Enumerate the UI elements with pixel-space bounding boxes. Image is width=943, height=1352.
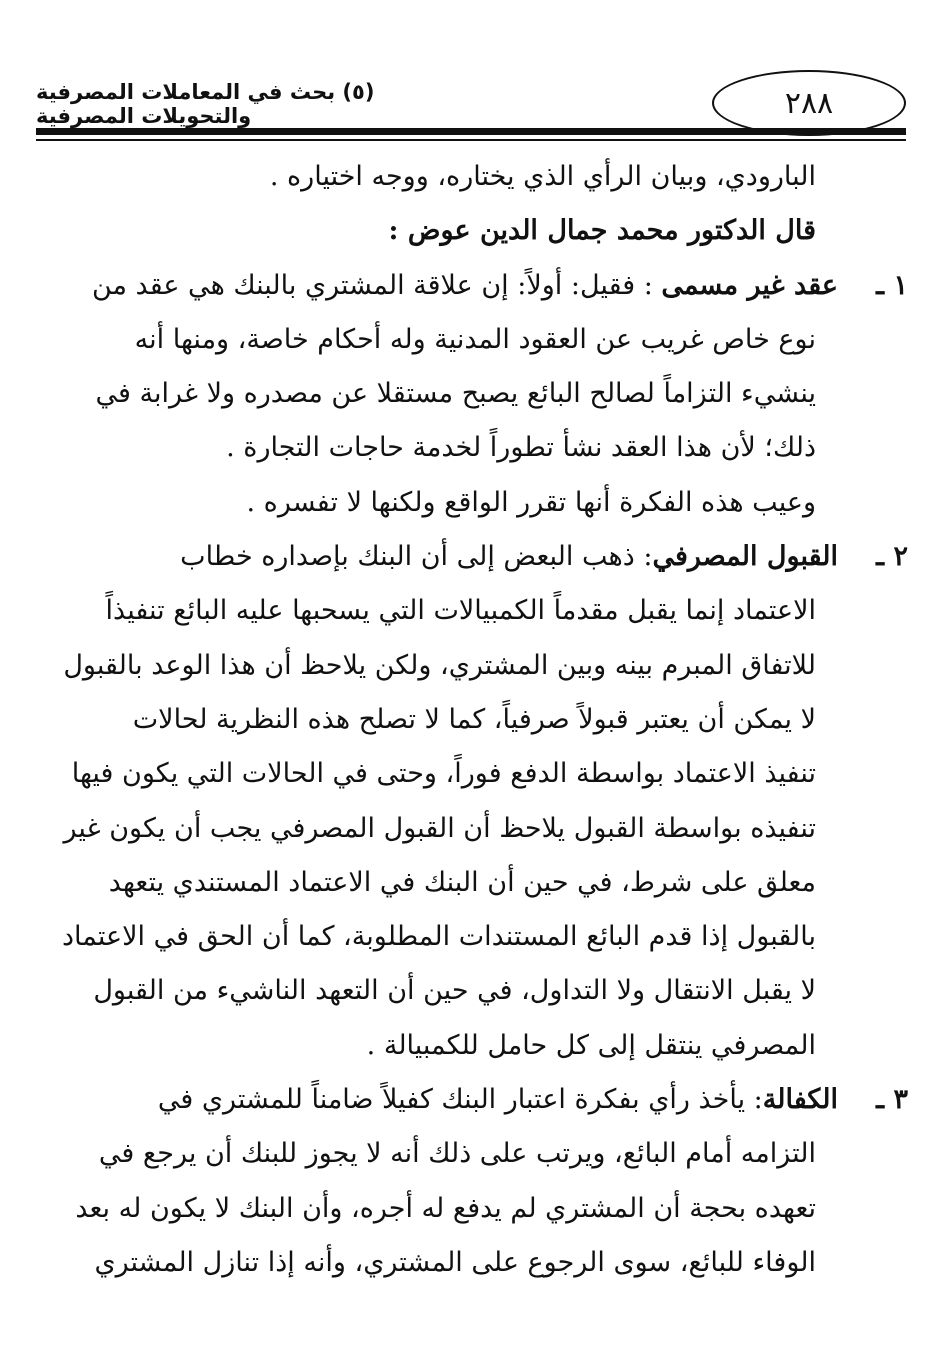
item-2-line-8: بالقبول إذا قدم البائع المستندات المطلوبة، كما أن الحق في الاعتماد bbox=[62, 921, 816, 953]
item-2-number: ٢ ـ bbox=[876, 541, 908, 573]
item-2-line-9: لا يقبل الانتقال ولا التداول، في حين أن التعهد الناشيء من القبول bbox=[93, 975, 816, 1007]
item-1-text: : فقيل: أولاً: إن علاقة المشتري بالبنك هي عقد من bbox=[91, 269, 653, 301]
item-3-line-3: تعهده بحجة أن المشتري لم يدفع له أجره، وأن البنك لا يكون له بعد bbox=[75, 1192, 816, 1224]
item-3-number: ٣ ـ bbox=[876, 1084, 908, 1116]
item-1-line-1 bbox=[48, 259, 908, 313]
item-3-line-4: الوفاء للبائع، سوى الرجوع على المشتري، وأنه إذا تنازل المشتري bbox=[94, 1246, 816, 1278]
item-1-number: ١ ـ bbox=[876, 269, 908, 301]
item-1-line-3: ينشيء التزاماً لصالح البائع يصبح مستقلا عن مصدره ولا غرابة في bbox=[95, 378, 816, 410]
item-3-line-2: التزامه أمام البائع، ويرتب على ذلك أنه لا يجوز للبنك أن يرجع في bbox=[98, 1138, 816, 1170]
item-2-line-3: للاتفاق المبرم بينه وبين المشتري، ولكن يلاحظ أن هذا الوعد بالقبول bbox=[63, 649, 816, 681]
quote-heading: قال الدكتور محمد جمال الدين عوض : bbox=[388, 215, 816, 247]
header-rule-thick bbox=[36, 128, 906, 135]
item-3-line-1 bbox=[48, 1073, 908, 1127]
item-1-line-2: نوع خاص غريب عن العقود المدنية وله أحكام خاصة، ومنها أنه bbox=[134, 323, 816, 355]
header-rule-thin bbox=[36, 139, 906, 141]
running-title: (٥) بحث في المعاملات المصرفية والتحويلات المصرفية bbox=[36, 80, 375, 128]
item-1-term: عقد غير مسمى bbox=[661, 269, 838, 301]
item-3-term: الكفالة bbox=[762, 1084, 838, 1116]
item-2-term: القبول المصرفي bbox=[652, 541, 838, 573]
item-2-line-1 bbox=[48, 530, 908, 584]
intro-line: البارودي، وبيان الرأي الذي يختاره، ووجه اختياره . bbox=[269, 161, 816, 192]
page-number: ٢٨٨ bbox=[712, 70, 906, 136]
item-2-line-2: الاعتماد إنما يقبل مقدماً الكمبيالات التي يسحبها عليه البائع تنفيذاً bbox=[105, 595, 816, 627]
item-2-line-5: تنفيذ الاعتماد بواسطة الدفع فوراً، وحتى في الحالات التي يكون فيها bbox=[71, 758, 816, 790]
item-2-line-7: معلق على شرط، في حين أن البنك في الاعتماد المستندي يتعهد bbox=[108, 866, 816, 898]
item-3-text: : يأخذ رأي بفكرة اعتبار البنك كفيلاً ضامناً للمشتري في bbox=[157, 1084, 763, 1116]
item-2-line-4: لا يمكن أن يعتبر قبولاً صرفياً، كما لا تصلح هذه النظرية لحالات bbox=[132, 703, 816, 735]
item-2-text: : ذهب البعض إلى أن البنك بإصداره خطاب bbox=[180, 541, 653, 573]
item-2-line-6: تنفيذه بواسطة القبول يلاحظ أن القبول المصرفي يجب أن يكون غير bbox=[63, 812, 816, 844]
item-1-line-4: ذلك؛ لأن هذا العقد نشأ تطوراً لخدمة حاجات التجارة . bbox=[226, 432, 816, 464]
critique-line: وعيب هذه الفكرة أنها تقرر الواقع ولكنها لا تفسره . bbox=[246, 486, 816, 518]
item-2-line-10: المصرفي ينتقل إلى كل حامل للكمبيالة . bbox=[366, 1029, 816, 1061]
page-body bbox=[48, 150, 908, 1290]
